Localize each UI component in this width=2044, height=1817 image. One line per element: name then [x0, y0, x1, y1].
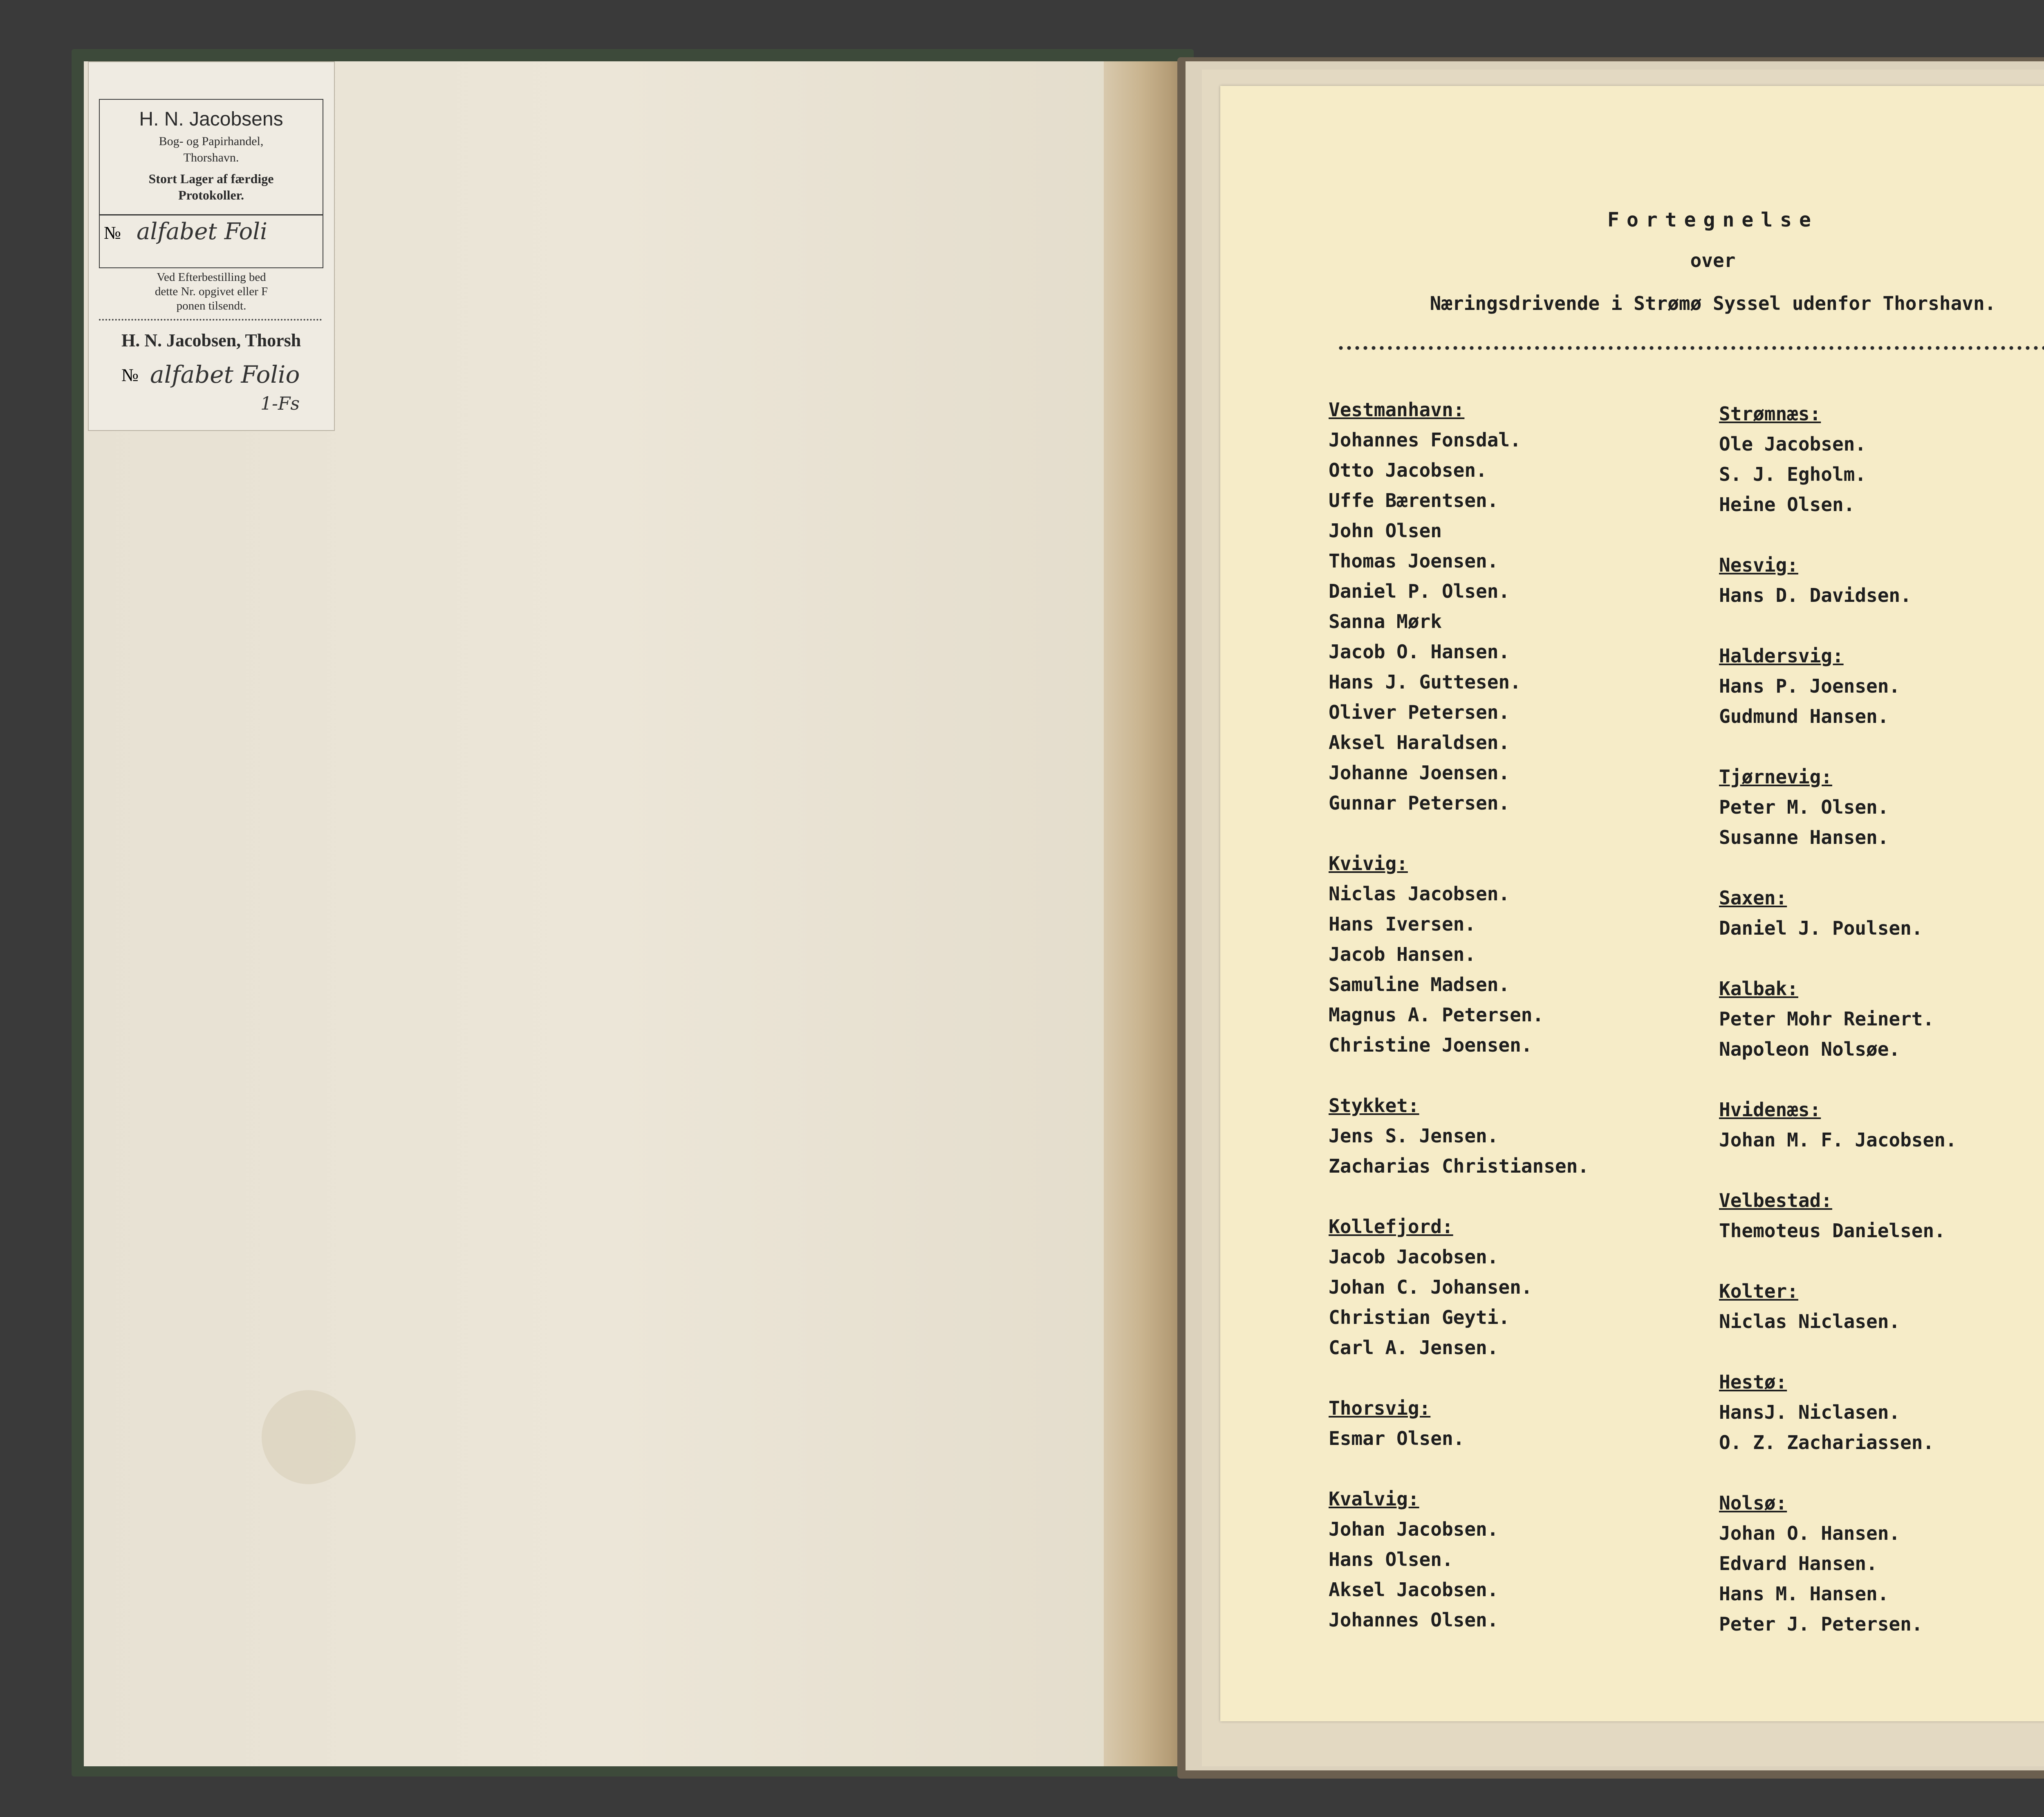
label-order-line-3: ponen tilsendt. — [176, 299, 247, 312]
label-city: Thorshavn. — [183, 151, 239, 164]
merchant-name: Edvard Hansen. — [1719, 1552, 1878, 1575]
document-subtitle: over — [1690, 249, 1736, 271]
merchant-name: Esmar Olsen. — [1329, 1427, 1465, 1449]
label-handwritten-number: 1-Fs — [260, 393, 300, 414]
merchant-name: Heine Olsen. — [1719, 494, 1855, 516]
place-group — [1719, 883, 2044, 943]
place-group — [1719, 762, 2044, 852]
merchant-name: Uffe Bærentsen. — [1329, 489, 1499, 511]
place-heading: Kolter: — [1719, 1280, 1798, 1302]
merchant-name: Sanna Mørk — [1329, 610, 1442, 633]
paper-stain — [262, 1390, 356, 1484]
merchant-name: Peter M. Olsen. — [1719, 796, 1889, 818]
place-heading: Kalbak: — [1719, 978, 1798, 1000]
place-group — [1329, 848, 1697, 1060]
merchant-name: Hans Iversen. — [1329, 913, 1476, 935]
merchant-name: S. J. Egholm. — [1719, 463, 1867, 485]
merchant-name: O. Z. Zachariassen. — [1719, 1431, 1934, 1454]
merchant-name: Hans P. Joensen. — [1719, 675, 1901, 697]
merchant-name: Ole Jacobsen. — [1719, 433, 1867, 455]
place-group — [1329, 1211, 1697, 1363]
merchant-name: Gunnar Petersen. — [1329, 792, 1510, 814]
typed-list-page — [1220, 86, 2044, 1721]
label-handwritten-title: alfabet Foli — [137, 218, 268, 245]
right-column — [1719, 399, 2044, 1669]
label-trade: Bog- og Papirhandel, — [159, 135, 264, 148]
place-heading: Tjørnevig: — [1719, 766, 1832, 788]
merchant-name: Jacob Jacobsen. — [1329, 1246, 1499, 1268]
merchant-name: Peter J. Petersen. — [1719, 1613, 1923, 1635]
place-group — [1719, 1488, 2044, 1639]
label-stock-line-1: Stort Lager af færdige — [148, 171, 274, 186]
merchant-name: Otto Jacobsen. — [1329, 459, 1487, 481]
merchant-name: Gudmund Hansen. — [1719, 705, 1889, 727]
label-number-prefix-2: № — [121, 365, 139, 385]
merchant-name: Jacob Hansen. — [1329, 943, 1476, 965]
merchant-name: Johan M. F. Jacobsen. — [1719, 1129, 1957, 1151]
place-group — [1719, 1276, 2044, 1337]
place-group — [1329, 395, 1697, 818]
place-group — [1719, 641, 2044, 731]
merchant-name: Johannes Fonsdal. — [1329, 429, 1521, 451]
merchant-name: Hans Olsen. — [1329, 1548, 1453, 1570]
merchant-name: Magnus A. Petersen. — [1329, 1004, 1544, 1026]
place-heading: Strømnæs: — [1719, 403, 1821, 425]
label-shop-name-2: H. N. Jacobsen, Thorsh — [121, 330, 301, 350]
merchant-name: Peter Mohr Reinert. — [1719, 1008, 1934, 1030]
label-perforation — [99, 319, 322, 322]
merchant-name: Jens S. Jensen. — [1329, 1125, 1499, 1147]
merchant-name: Thomas Joensen. — [1329, 550, 1499, 572]
place-heading: Haldersvig: — [1719, 645, 1844, 667]
place-group — [1719, 1095, 2044, 1155]
label-divider — [100, 214, 323, 215]
merchant-name: Niclas Niclasen. — [1719, 1310, 1901, 1332]
bookseller-label — [88, 61, 335, 431]
label-upper-box — [99, 99, 323, 268]
place-group — [1329, 1484, 1697, 1635]
label-order-line-2: dette Nr. opgivet eller F — [155, 285, 268, 298]
merchant-name: Napoleon Nolsøe. — [1719, 1038, 1901, 1060]
place-group — [1329, 1393, 1697, 1454]
document-title: Fortegnelse — [1607, 209, 1818, 231]
merchant-name: Christine Joensen. — [1329, 1034, 1533, 1056]
label-number-prefix: № — [104, 223, 121, 243]
merchant-name: Zacharias Christiansen. — [1329, 1155, 1589, 1177]
place-heading: Velbestad: — [1719, 1189, 1832, 1211]
merchant-name: Johan Jacobsen. — [1329, 1518, 1499, 1540]
place-heading: Vestmanhavn: — [1329, 399, 1465, 421]
merchant-name: Aksel Haraldsen. — [1329, 731, 1510, 754]
merchant-name: Johan C. Johansen. — [1329, 1276, 1533, 1298]
place-group — [1719, 1367, 2044, 1458]
place-group — [1719, 399, 2044, 520]
merchant-name: Oliver Petersen. — [1329, 701, 1510, 723]
merchant-name: Niclas Jacobsen. — [1329, 883, 1510, 905]
place-heading: Nolsø: — [1719, 1492, 1787, 1514]
label-stock-line-2: Protokoller. — [178, 188, 244, 202]
document-heading: Næringsdrivende i Strømø Syssel udenfor Thorshavn. — [1430, 292, 1996, 314]
merchant-name: Hans D. Davidsen. — [1719, 584, 1912, 606]
place-group — [1329, 1090, 1697, 1181]
left-column — [1329, 395, 1697, 1665]
merchant-name: Johanne Joensen. — [1329, 762, 1510, 784]
label-shop-name: H. N. Jacobsens — [139, 108, 283, 130]
place-heading: Hestø: — [1719, 1371, 1787, 1393]
label-order-line-1: Ved Efterbestilling bed — [157, 271, 266, 284]
place-group — [1719, 550, 2044, 610]
merchant-name: Johannes Olsen. — [1329, 1609, 1499, 1631]
merchant-name: Carl A. Jensen. — [1329, 1337, 1499, 1359]
merchant-name: Samuline Madsen. — [1329, 974, 1510, 996]
place-heading: Thorsvig: — [1329, 1397, 1431, 1419]
place-heading: Saxen: — [1719, 887, 1787, 909]
merchant-name: HansJ. Niclasen. — [1719, 1401, 1901, 1423]
place-group — [1719, 1185, 2044, 1246]
merchant-name: Hans J. Guttesen. — [1329, 671, 1521, 693]
merchant-name: Susanne Hansen. — [1719, 826, 1889, 848]
label-handwritten-title-2: alfabet Folio — [150, 361, 300, 388]
place-heading: Hvidenæs: — [1719, 1099, 1821, 1121]
place-heading: Kvalvig: — [1329, 1488, 1419, 1510]
place-group — [1719, 974, 2044, 1064]
place-heading: Kvivig: — [1329, 852, 1408, 875]
merchant-name: Aksel Jacobsen. — [1329, 1579, 1499, 1601]
merchant-name: Hans M. Hansen. — [1719, 1583, 1889, 1605]
merchant-name: Johan O. Hansen. — [1719, 1522, 1901, 1544]
merchant-name: Daniel J. Poulsen. — [1719, 917, 1923, 939]
merchant-name: John Olsen — [1329, 520, 1442, 542]
merchant-name: Daniel P. Olsen. — [1329, 580, 1510, 602]
merchant-name: Christian Geyti. — [1329, 1306, 1510, 1328]
merchant-name: Jacob O. Hansen. — [1329, 641, 1510, 663]
place-heading: Stykket: — [1329, 1095, 1419, 1117]
merchant-name: Themoteus Danielsen. — [1719, 1220, 1945, 1242]
place-heading: Kollefjord: — [1329, 1216, 1453, 1238]
place-heading: Nesvig: — [1719, 554, 1798, 576]
dotted-separator — [1337, 345, 2044, 350]
